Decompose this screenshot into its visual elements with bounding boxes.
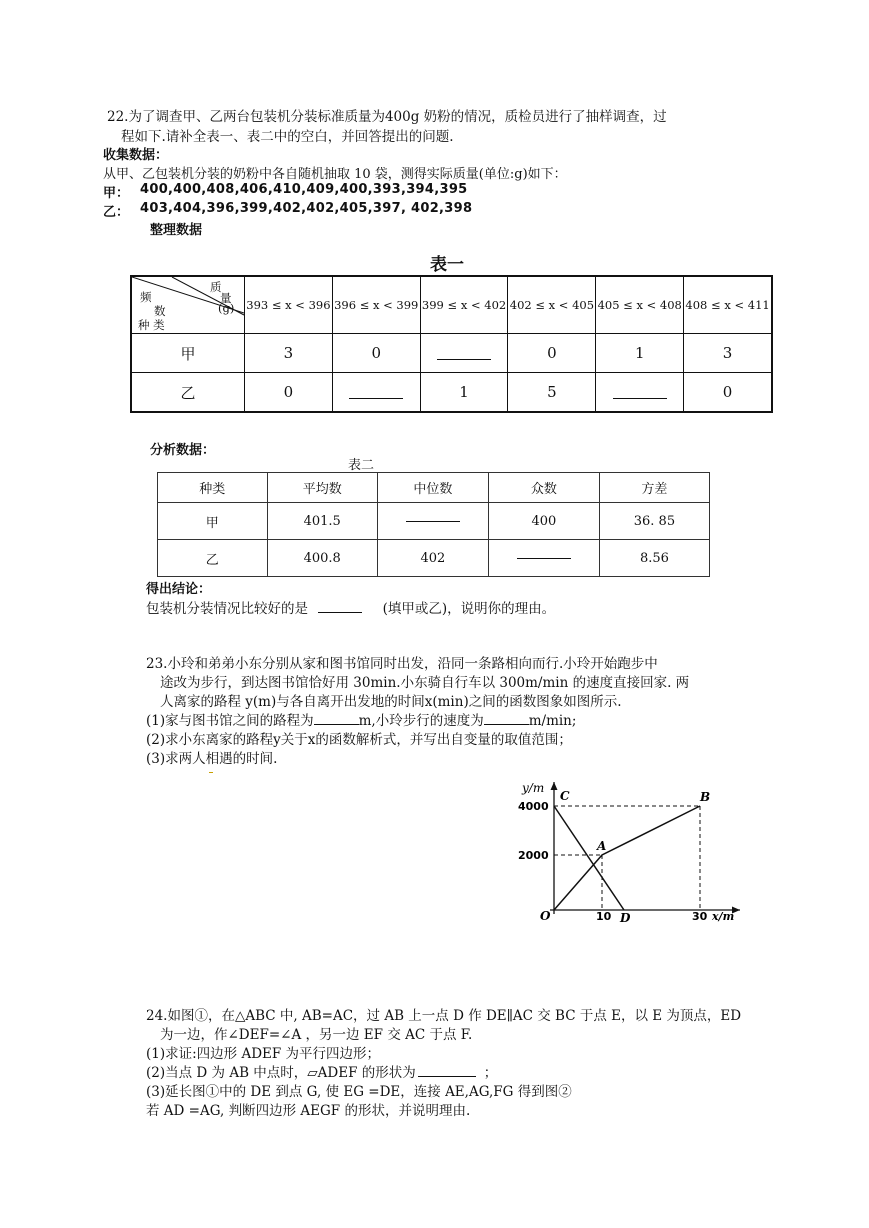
- xiaoling-line: [554, 806, 700, 910]
- q23-item1-c: m/min;: [528, 713, 577, 729]
- table1-cell: 1: [420, 373, 508, 413]
- table1-cell: 1: [596, 334, 684, 373]
- table1-header-cell: 399 ≤ x < 402: [420, 276, 508, 334]
- table2-header-cell: 众数: [488, 473, 599, 503]
- corner-amount-label: 量: [220, 291, 232, 305]
- table1-header-cell: 393 ≤ x < 396: [245, 276, 333, 334]
- q24-item-4: 若 AD =AG, 判断四边形 AEGF 的形状，并说明理由.: [146, 1103, 471, 1119]
- table1-cell-blank[interactable]: [420, 334, 508, 373]
- analyze-data-title: 分析数据：: [150, 443, 216, 458]
- q24-line-1: 24.如图①，在△ABC 中, AB=AC，过 AB 上一点 D 作 DE∥AC 交 BC 于点 E，以 E 为顶点，ED: [146, 1008, 742, 1024]
- q24-item2-b: ；: [483, 1065, 498, 1081]
- origin-label: O: [540, 909, 551, 923]
- q23-item1-b: m,小玲步行的速度为: [358, 713, 484, 729]
- table1-cell-blank[interactable]: [332, 373, 420, 413]
- table1-cell: 0: [508, 334, 596, 373]
- x-axis-label: x/m: [712, 910, 735, 923]
- q22-line-2: 程如下.请补全表一、表二中的空白，并回答提出的问题.: [121, 129, 454, 145]
- answer-blank[interactable]: [437, 343, 491, 360]
- table2-mean: 401.5: [267, 503, 377, 540]
- q23-item-2: (2)求小东离家的路程y关于x的函数解析式，并写出自变量的取值范围；: [146, 732, 572, 748]
- y-axis-arrow-icon: [551, 782, 558, 790]
- table2-row-name: 甲: [158, 503, 268, 540]
- yi-label: 乙：: [103, 205, 130, 220]
- corner-quality-label: 质: [210, 280, 222, 294]
- y-tick-2000: 2000: [518, 849, 549, 862]
- q23-line-3: 人离家的路程 y(m)与各自离开出发地的时间x(min)之间的函数图象如图所示.: [160, 694, 622, 710]
- q24-item-2: [146, 1061, 497, 1081]
- table1-row-name: 乙: [131, 373, 245, 413]
- table2-header-cell: 平均数: [267, 473, 377, 503]
- table2-median-blank[interactable]: [377, 503, 488, 540]
- answer-blank[interactable]: [314, 712, 359, 725]
- table1-cell: 3: [684, 334, 772, 373]
- statistics-table: [157, 472, 710, 577]
- table1-header-cell: 405 ≤ x < 408: [596, 276, 684, 334]
- conclusion-line: [146, 597, 555, 617]
- xiaodong-line: [554, 806, 624, 910]
- table1-cell: 0: [245, 373, 333, 413]
- table1-title: 表一: [430, 255, 464, 275]
- table2-title: 表二: [348, 458, 375, 473]
- corner-freq-label-2: 数: [154, 304, 166, 318]
- table2-mode-blank[interactable]: [488, 540, 599, 577]
- conclusion-text-a: 包装机分装情况比较好的是: [146, 601, 308, 617]
- q23-line-1: 23.小玲和弟弟小东分别从家和图书馆同时出发，沿同一条路相向而行.小玲开始跑步中: [146, 656, 658, 672]
- table1-cell: 5: [508, 373, 596, 413]
- stray-mark: [209, 772, 213, 773]
- q24-item-3: (3)延长图①中的 DE 到点 G, 使 EG =DE，连接 AE,AG,FG 得到图②: [146, 1084, 572, 1100]
- table2-variance: 36. 85: [599, 503, 709, 540]
- answer-blank[interactable]: [418, 1064, 476, 1077]
- point-d-label: D: [620, 911, 631, 925]
- table1-header-cell: 402 ≤ x < 405: [508, 276, 596, 334]
- table1-cell: 0: [332, 334, 420, 373]
- table2-mode: 400: [488, 503, 599, 540]
- x-tick-30: 30: [692, 910, 708, 923]
- table2-median: 402: [377, 540, 488, 577]
- q23-item1-a: (1)家与图书馆之间的路程为: [146, 713, 314, 729]
- table2-row-name: 乙: [158, 540, 268, 577]
- table2-header-cell: 中位数: [377, 473, 488, 503]
- answer-blank[interactable]: [406, 521, 460, 522]
- yi-values: 403,404,396,399,402,402,405,397, 402,398: [140, 201, 473, 216]
- table2-header-cell: 种类: [158, 473, 268, 503]
- jia-values: 400,400,408,406,410,409,400,393,394,395: [140, 182, 468, 197]
- answer-blank[interactable]: [484, 712, 529, 725]
- table1-header-cell: 396 ≤ x < 399: [332, 276, 420, 334]
- table1-header-cell: 408 ≤ x < 411: [684, 276, 772, 334]
- q22-line-1: 22.为了调查甲、乙两台包装机分装标准质量为400g 奶粉的情况，质检员进行了抽样调查，过: [107, 109, 667, 125]
- corner-kind-label: 种 类: [138, 318, 165, 332]
- table1-row-name: 甲: [131, 334, 245, 373]
- table1-cell-blank[interactable]: [596, 373, 684, 413]
- organize-data-title: 整理数据: [150, 223, 203, 238]
- table2-header-cell: 方差: [599, 473, 709, 503]
- conclusion-title: 得出结论：: [146, 582, 212, 597]
- table2-mean: 400.8: [267, 540, 377, 577]
- table1-cell: 0: [684, 373, 772, 413]
- point-a-label: A: [597, 839, 607, 853]
- answer-blank[interactable]: [613, 382, 667, 399]
- collect-data-title: 收集数据：: [103, 148, 169, 163]
- q23-item-1: [146, 709, 576, 729]
- point-b-label: B: [700, 790, 711, 804]
- table2-variance: 8.56: [599, 540, 709, 577]
- answer-blank[interactable]: [517, 558, 571, 559]
- point-c-label: C: [560, 789, 570, 803]
- collect-data-text: 从甲、乙包装机分装的奶粉中各自随机抽取 10 袋，测得实际质量(单位:g)如下：: [103, 167, 567, 182]
- q24-item-1: (1)求证:四边形 ADEF 为平行四边形；: [146, 1046, 381, 1062]
- conclusion-text-b: (填甲或乙)，说明你的理由。: [382, 601, 556, 617]
- y-axis-label: y/m: [522, 781, 545, 795]
- y-tick-4000: 4000: [518, 800, 549, 813]
- q24-item2-a: (2)当点 D 为 AB 中点时，▱ADEF 的形状为: [146, 1065, 416, 1081]
- answer-blank[interactable]: [318, 600, 362, 613]
- corner-unit-label: (g): [218, 301, 235, 315]
- table1-corner-cell: [131, 276, 245, 334]
- table1-cell: 3: [245, 334, 333, 373]
- jia-label: 甲：: [103, 186, 130, 201]
- answer-blank[interactable]: [349, 382, 403, 399]
- x-tick-10: 10: [596, 910, 612, 923]
- corner-freq-label-1: 频: [140, 290, 152, 304]
- q24-line-2: 为一边，作∠DEF=∠A ，另一边 EF 交 AC 于点 F.: [160, 1027, 473, 1043]
- q23-line-2: 途改为步行，到达图书馆恰好用 30min.小东骑自行车以 300m/min 的速度直接回家. 两: [160, 675, 690, 691]
- function-graph: [510, 770, 750, 930]
- q23-item-3: (3)求两人相遇的时间.: [146, 751, 278, 767]
- frequency-table: [130, 275, 773, 413]
